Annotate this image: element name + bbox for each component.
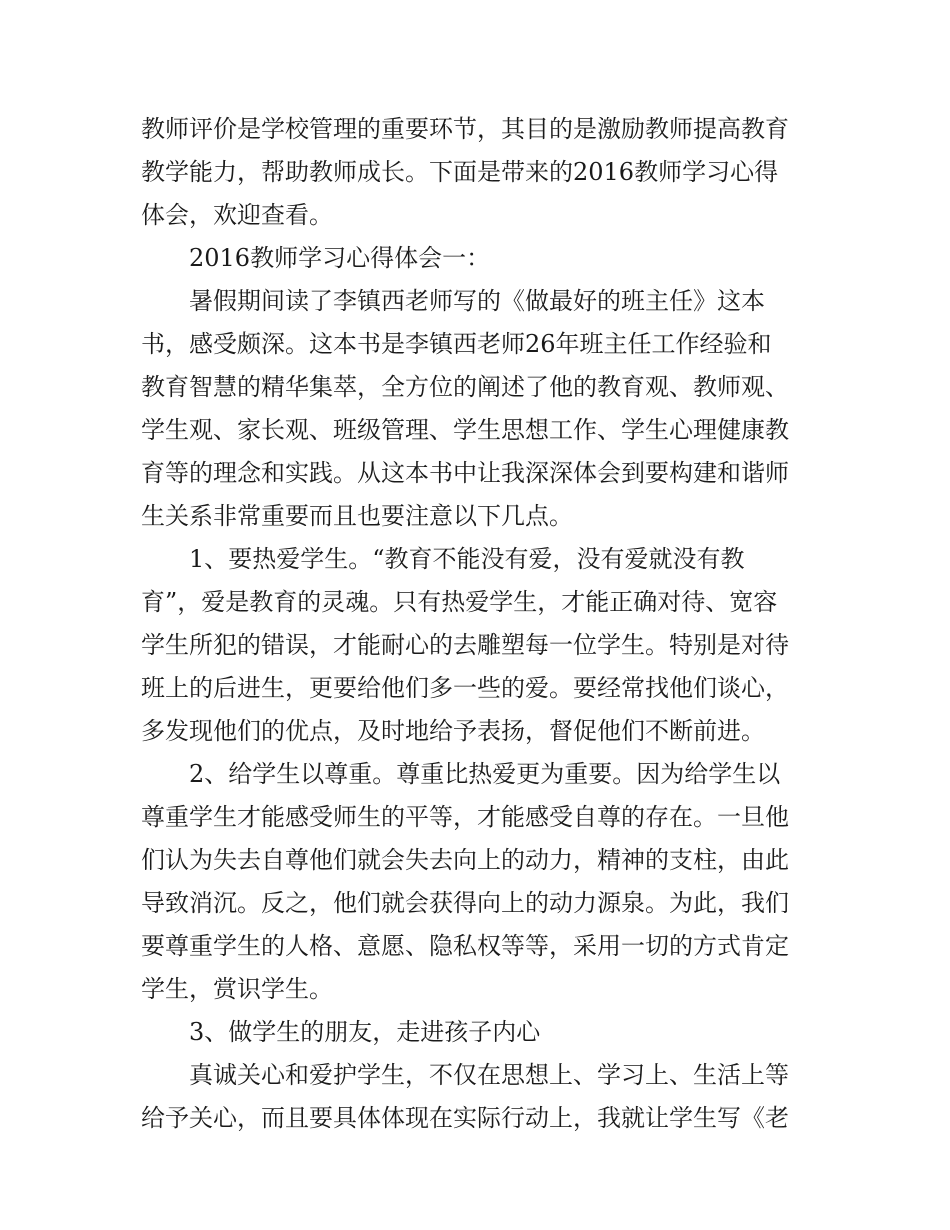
text-line: 学生所犯的错误，才能耐心的去雕塑每一位学生。特别是对待 bbox=[141, 631, 789, 659]
text-line: 2、给学生以尊重。尊重比热爱更为重要。因为给学生以 bbox=[189, 760, 781, 788]
text-line: 学生，赏识学生。 bbox=[141, 975, 333, 1003]
text-line: 暑假期间读了李镇西老师写的《做最好的班主任》这本 bbox=[189, 287, 765, 315]
text-line: 尊重学生才能感受师生的平等，才能感受自尊的存在。一旦他 bbox=[141, 803, 789, 831]
text-line: 育等的理念和实践。从这本书中让我深深体会到要构建和谐师 bbox=[141, 459, 789, 487]
text-line: 育”，爱是教育的灵魂。只有热爱学生，才能正确对待、宽容 bbox=[141, 588, 778, 616]
text-line: 真诚关心和爱护学生，不仅在思想上、学习上、生活上等 bbox=[189, 1061, 789, 1089]
text-line: 们认为失去自尊他们就会失去向上的动力，精神的支柱，由此 bbox=[141, 846, 789, 874]
text-line: 3、做学生的朋友，走进孩子内心 bbox=[189, 1018, 541, 1046]
text-line: 书，感受颇深。这本书是李镇西老师26年班主任工作经验和 bbox=[141, 330, 772, 358]
text-line: 生关系非常重要而且也要注意以下几点。 bbox=[141, 502, 573, 530]
text-line: 教学能力，帮助教师成长。下面是带来的2016教师学习心得 bbox=[141, 158, 779, 186]
text-line: 导致消沉。反之，他们就会获得向上的动力源泉。为此，我们 bbox=[141, 889, 789, 917]
text-line: 班上的后进生，更要给他们多一些的爱。要经常找他们谈心， bbox=[141, 674, 789, 702]
text-line: 教育智慧的精华集萃，全方位的阐述了他的教育观、教师观、 bbox=[141, 373, 789, 401]
section-heading: 2016教师学习心得体会一： bbox=[189, 244, 491, 272]
text-line: 1、要热爱学生。“教育不能没有爱，没有爱就没有教 bbox=[189, 545, 745, 573]
text-line: 学生观、家长观、班级管理、学生思想工作、学生心理健康教 bbox=[141, 416, 789, 444]
text-line: 教师评价是学校管理的重要环节，其目的是激励教师提高教育 bbox=[141, 115, 789, 143]
text-line: 要尊重学生的人格、意愿、隐私权等等，采用一切的方式肯定 bbox=[141, 932, 789, 960]
text-line: 多发现他们的优点，及时地给予表扬，督促他们不断前进。 bbox=[141, 717, 765, 745]
text-line: 给予关心，而且要具体体现在实际行动上，我就让学生写《老 bbox=[141, 1104, 789, 1132]
text-line: 体会，欢迎查看。 bbox=[141, 201, 333, 229]
